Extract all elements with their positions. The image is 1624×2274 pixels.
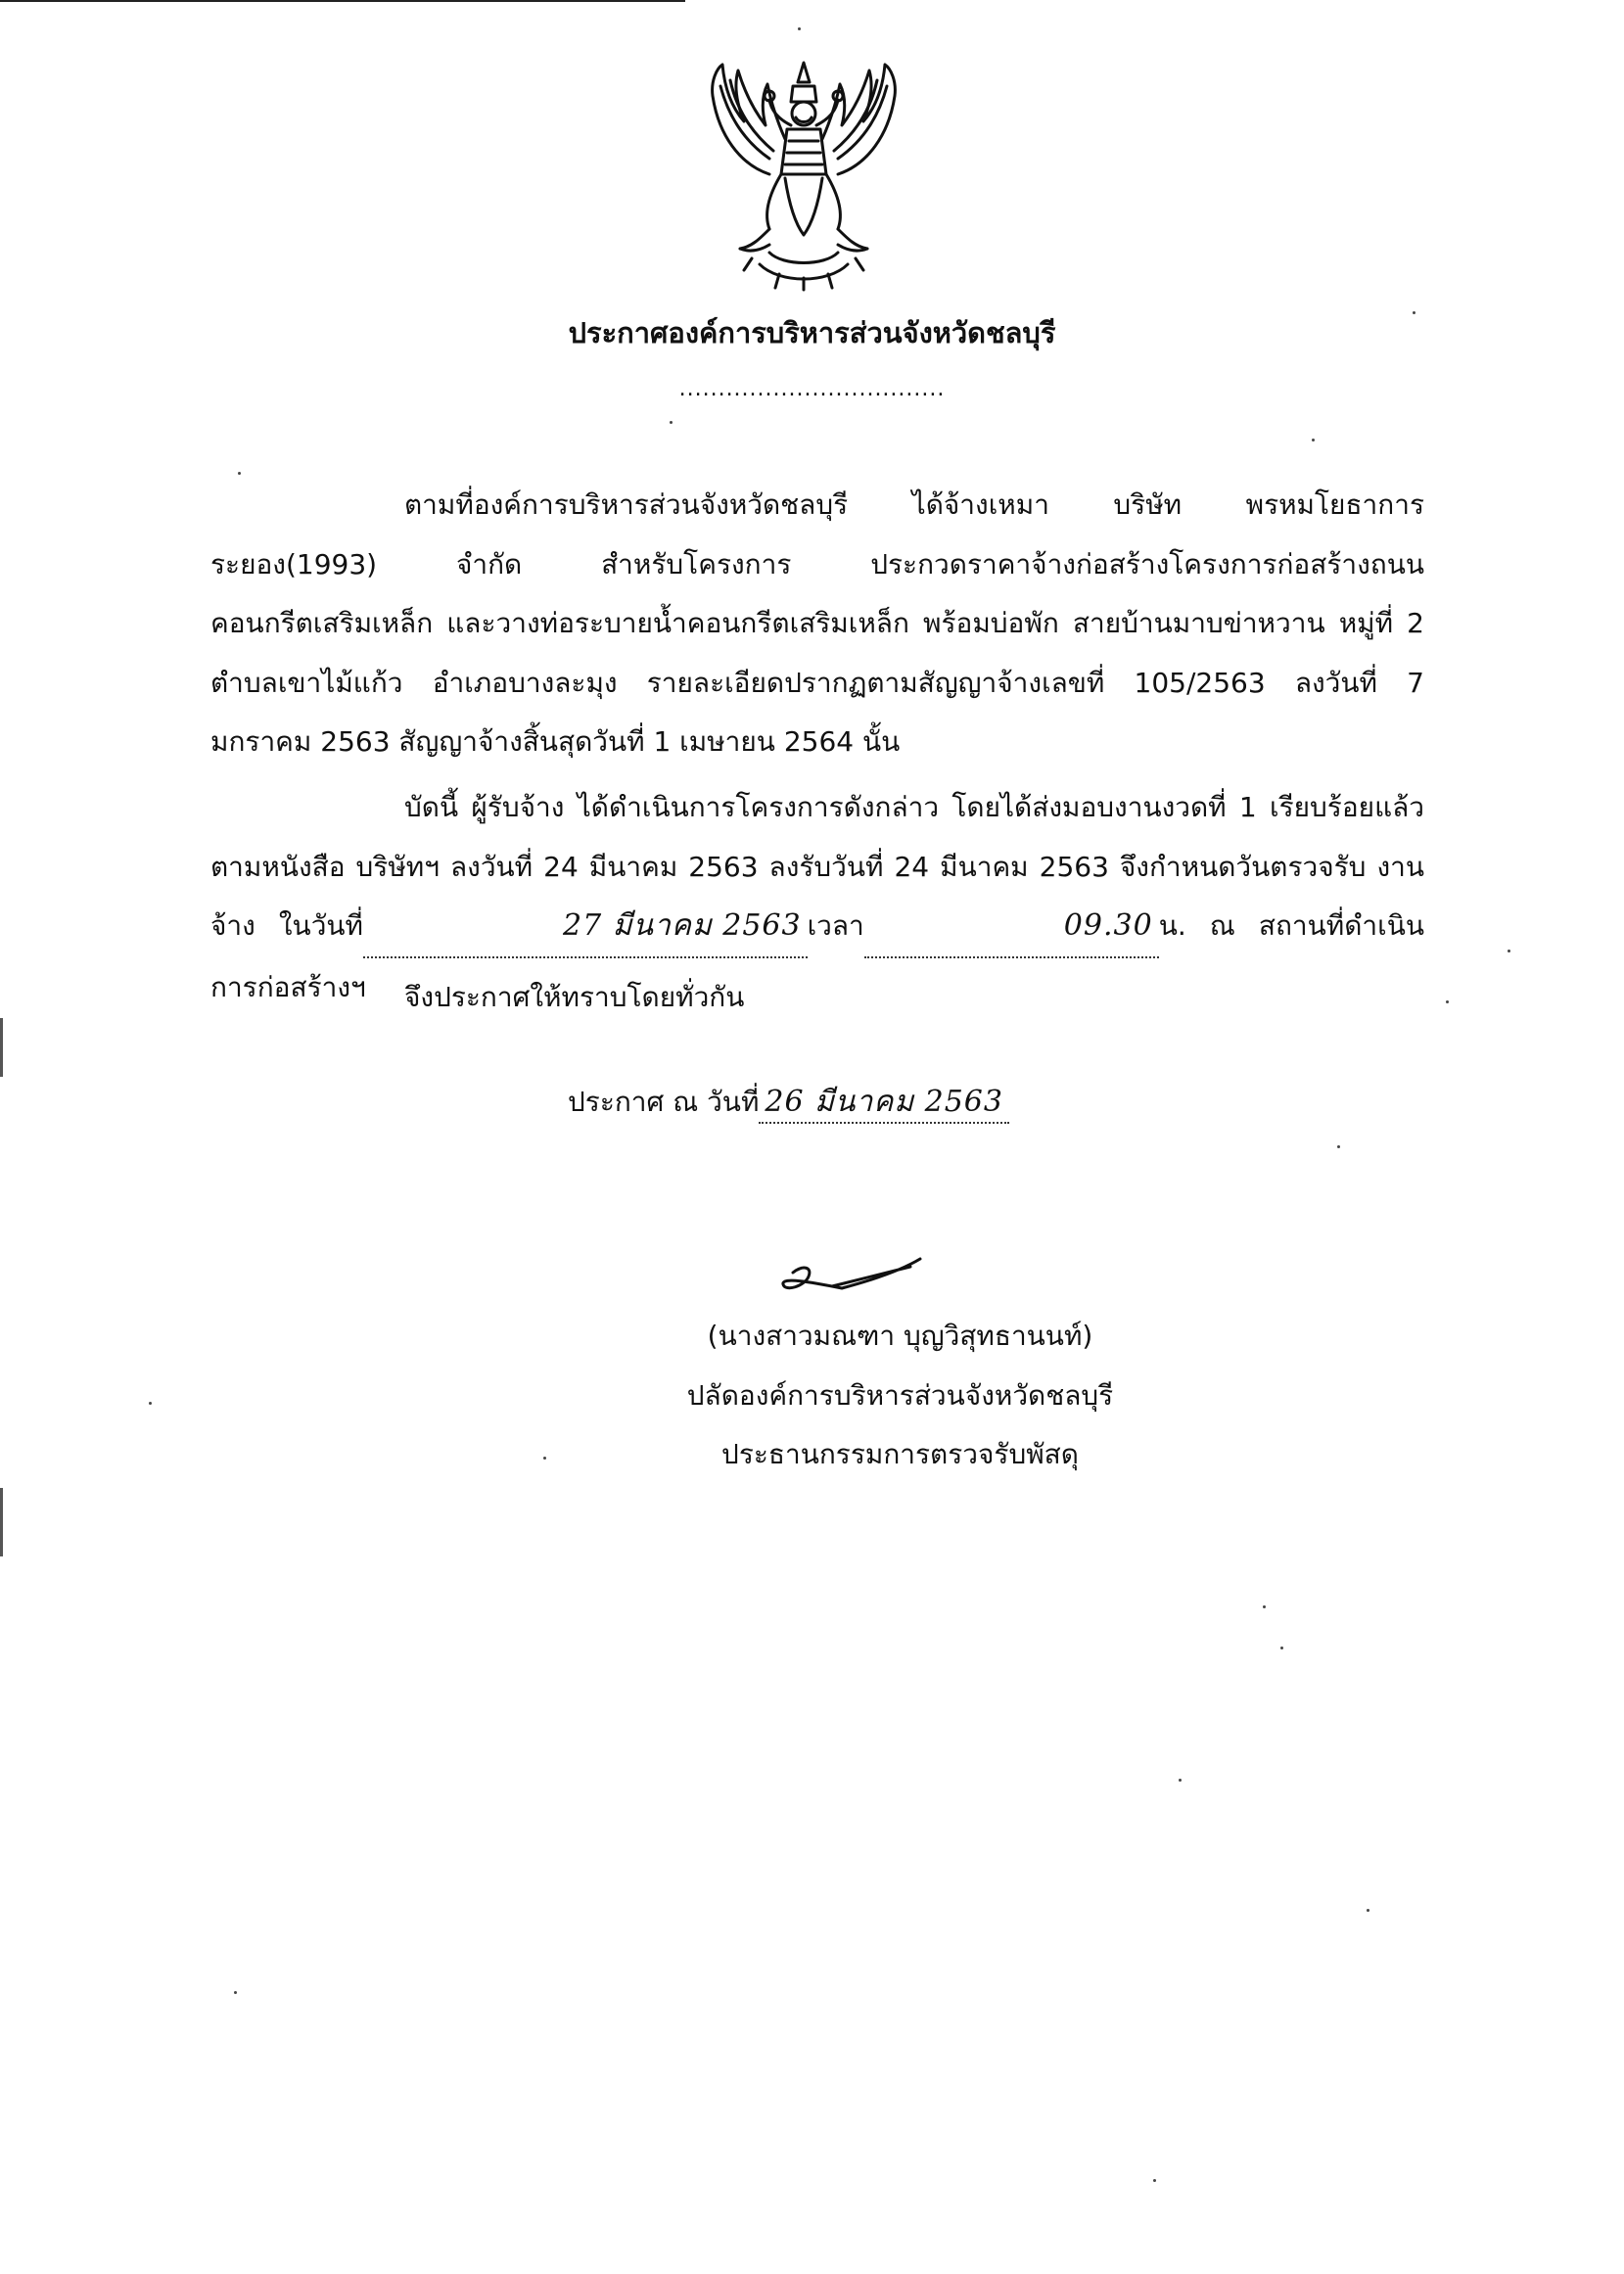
scan-speck bbox=[798, 27, 801, 30]
scan-speck bbox=[543, 1457, 546, 1460]
time-label: เวลา bbox=[807, 909, 864, 942]
scan-edge-mark bbox=[0, 1018, 3, 1077]
garuda-emblem-icon bbox=[701, 57, 906, 292]
scan-speck bbox=[149, 1402, 152, 1405]
signer-name: (นางสาวมณฑา บุญวิสุทธานนท์) bbox=[707, 1320, 1093, 1352]
scan-speck bbox=[1337, 1145, 1340, 1148]
scan-speck bbox=[1446, 1000, 1449, 1003]
handwritten-inspection-time: 09.30 bbox=[864, 897, 1159, 958]
scan-speck bbox=[1263, 1605, 1266, 1608]
title-dotted-rule: .................................. bbox=[678, 377, 946, 401]
paragraph-announcement: จึงประกาศให้ทราบโดยทั่วกัน bbox=[404, 981, 745, 1013]
scan-speck bbox=[1153, 2179, 1156, 2182]
scan-speck bbox=[1179, 1779, 1182, 1782]
handwritten-announce-date: 26 มีนาคม 2563 bbox=[759, 1083, 1009, 1124]
scan-speck bbox=[234, 1991, 237, 1994]
scan-edge-mark bbox=[0, 1488, 3, 1556]
paragraph-inspection-location: น. ณ สถานที่ดำเนินการก่อสร้างฯ bbox=[210, 909, 1424, 1003]
scan-speck bbox=[1312, 439, 1315, 441]
scan-speck bbox=[1413, 311, 1415, 314]
announcement-date-line bbox=[568, 1083, 1009, 1124]
signer-position: ปลัดองค์การบริหารส่วนจังหวัดชลบุรี bbox=[686, 1379, 1114, 1412]
handwritten-inspection-date: 27 มีนาคม 2563 bbox=[363, 897, 808, 958]
scan-speck bbox=[1367, 1909, 1369, 1912]
scan-speck bbox=[670, 421, 673, 424]
scan-speck bbox=[1508, 950, 1510, 952]
signer-role: ประธานกรรมการตรวจรับพัสดุ bbox=[721, 1438, 1079, 1470]
announce-label: ประกาศ ณ วันที่ bbox=[568, 1086, 760, 1118]
scan-edge-line bbox=[0, 0, 685, 2]
scan-speck bbox=[238, 472, 241, 475]
paragraph-contract: ตามที่องค์การบริหารส่วนจังหวัดชลบุรี ได้จ้างเหมา บริษัท พรหมโยธาการระยอง(1993) จำกัด สำหรับโครงการ ประกวดราคาจ้างก่อสร้างโครงการก่อสร้างถนนคอนกรีตเสริมเหล็ก และวางท่อระบายน้ำคอนกรีตเสริมเหล็ก พร้อมบ่อพัก สายบ้านมาบข่าหวาน หมู่ที่ 2 ตำบลเขาไม้แก้ว อำเภอบางละมุง รายละเอียดปรากฏตามสัญญาจ้างเลขที่ 105/2563 ลงวันที่ 7 มกราคม 2563 สัญญาจ้างสิ้นสุดวันที่ 1 เมษายน 2564 นั้น bbox=[210, 488, 1424, 758]
paragraph-inspection-text: บัดนี้ ผู้รับจ้าง ได้ดำเนินการโครงการดังกล่าว โดยได้ส่งมอบงานงวดที่ 1 เรียบร้อยแล้ว ตามหนังสือ บริษัทฯ ลงวันที่ 24 มีนาคม 2563 ลงรับวันที่ 24 มีนาคม 2563 จึงกำหนดวันตรวจรับ งานจ้าง ในวันที่ bbox=[210, 791, 1424, 942]
document-title: ประกาศองค์การบริหารส่วนจังหวัดชลบุรี bbox=[568, 316, 1056, 349]
scan-speck bbox=[1280, 1647, 1283, 1649]
signature-mark bbox=[773, 1253, 930, 1312]
